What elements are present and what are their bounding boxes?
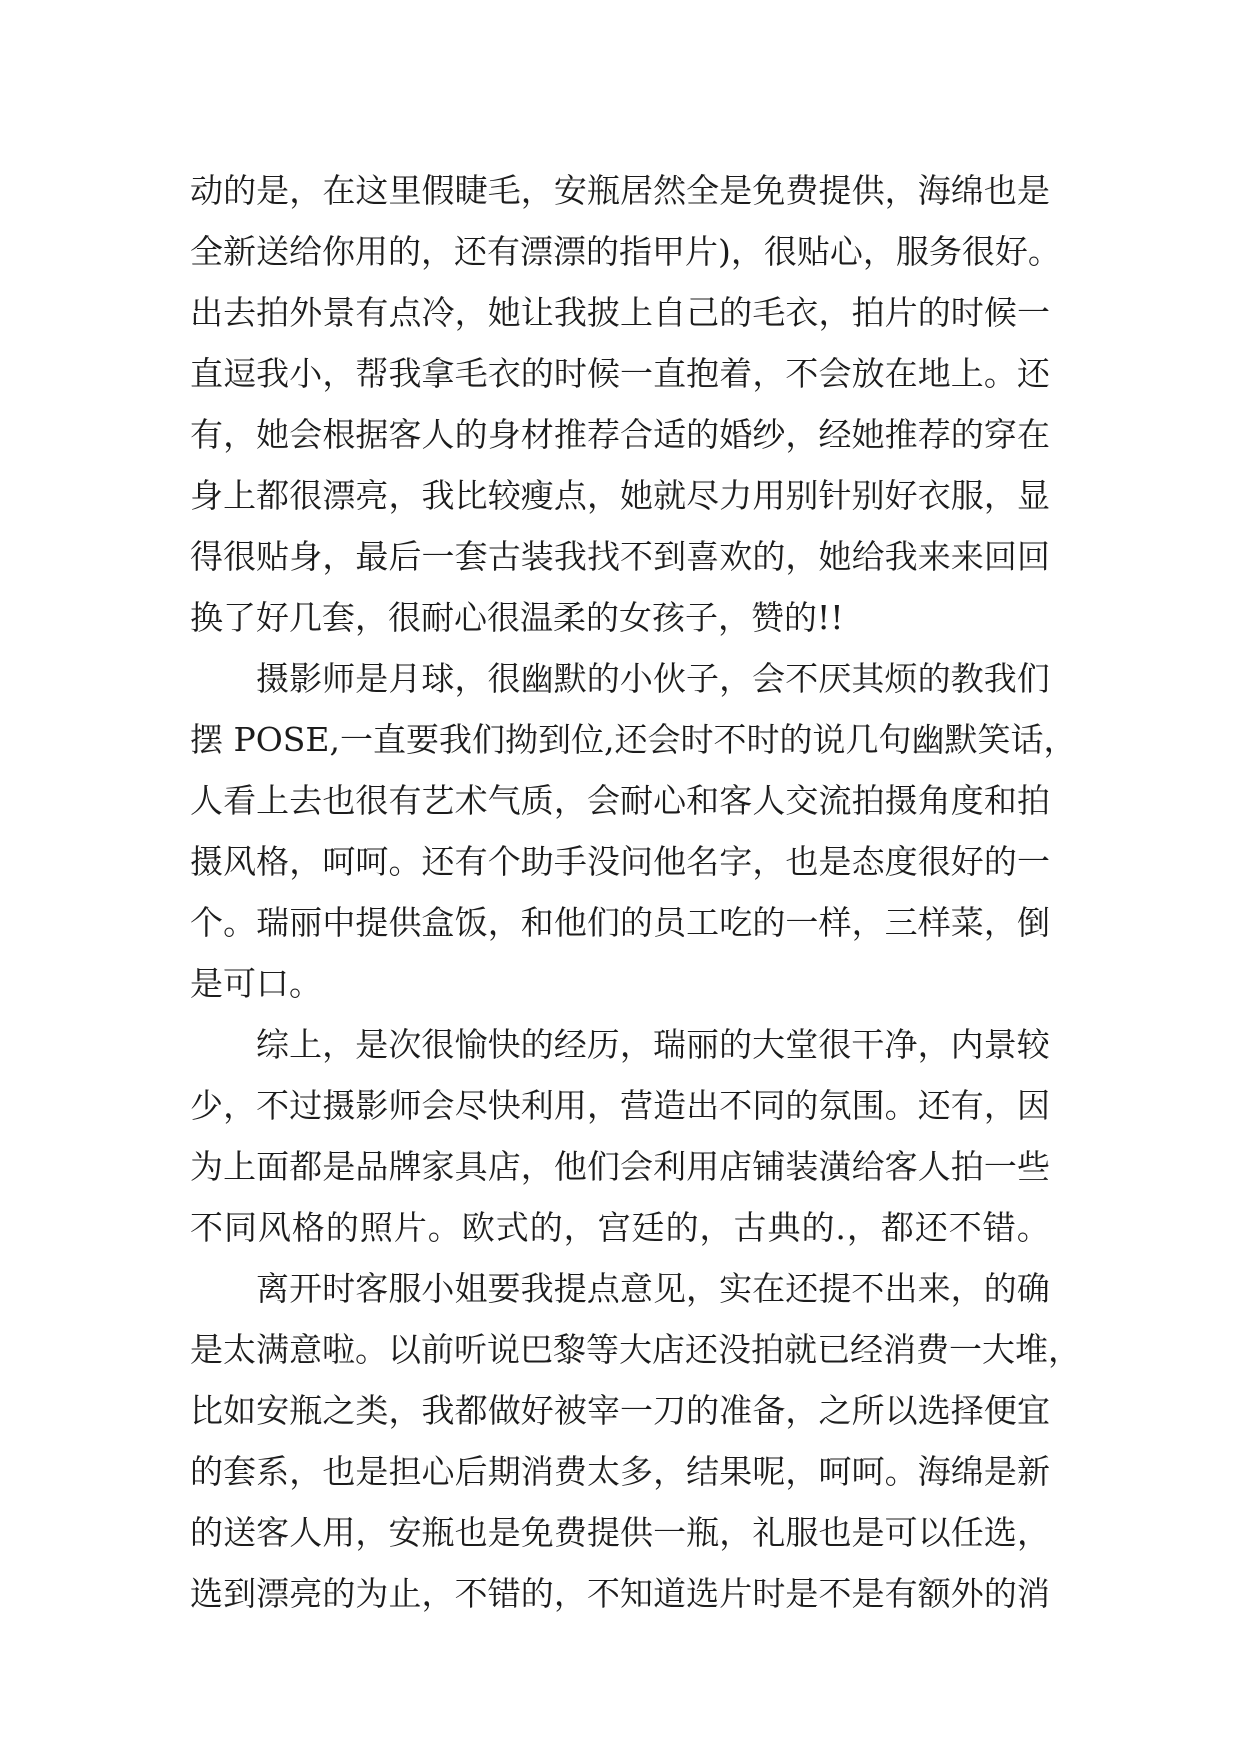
paragraph-2 xyxy=(190,648,1077,1014)
text-line: 综 上 ， 是 次 很 愉 快 的 经 历 ， 瑞 丽 的 大 堂 很 干 净 ， 内 景 较 xyxy=(256,1025,1050,1064)
text-line: 动 的 是 ， 在 这 里 假 睫 毛 ， 安 瓶 居 然 全 是 免 费 提 供 ， 海 绵 也 是 xyxy=(190,171,1050,210)
text-line: 人 看 上 去 也 很 有 艺 术 气 质 ， 会 耐 心 和 客 人 交 流 拍 摄 角 度 和 拍 xyxy=(190,781,1050,820)
text-line: 是可口。 xyxy=(190,964,322,1003)
text-line: 换了好几套，很耐心很温柔的女孩子，赞的!! xyxy=(190,598,844,637)
text-line: 离 开 时 客 服 小 姐 要 我 提 点 意 见 ， 实 在 还 提 不 出 来 ， 的 确 xyxy=(256,1269,1050,1308)
text-line: 不 同 风 格 的 照 片 。 欧 式 的 ， 宫 廷 的 ， 古 典 的 . ， 都 还 不 错 。 xyxy=(190,1208,1050,1247)
text-line: 得 很 贴 身 ， 最 后 一 套 古 装 我 找 不 到 喜 欢 的 ， 她 给 我 来 来 回 回 xyxy=(190,537,1050,576)
text-line: 选 到 漂 亮 的 为 止 ， 不 错 的 ， 不 知 道 选 片 时 是 不 是 有 额 外 的 消 xyxy=(190,1574,1050,1613)
paragraph-4 xyxy=(190,1258,1081,1624)
text-line: 的 套 系 ， 也 是 担 心 后 期 消 费 太 多 ， 结 果 呢 ， 呵 呵 。 海 绵 是 新 xyxy=(190,1452,1050,1491)
text-line: 摄 风 格 ， 呵 呵 。 还 有 个 助 手 没 问 他 名 字 ， 也 是 态 度 很 好 的 一 xyxy=(190,842,1050,881)
text-line: 摄 影 师 是 月 球 ， 很 幽 默 的 小 伙 子 ， 会 不 厌 其 烦 的 教 我 们 xyxy=(256,659,1050,698)
text-line: 的 送 客 人 用 ， 安 瓶 也 是 免 费 提 供 一 瓶 ， 礼 服 也 是 可 以 任 选 ， xyxy=(190,1513,1050,1552)
text-line: 全 新 送 给 你 用 的 ， 还 有 漂 漂 的 指 甲 片 ) ， 很 贴 心 ， 服 务 很 好 。 xyxy=(190,232,1061,271)
text-line: 直 逗 我 小 ， 帮 我 拿 毛 衣 的 时 候 一 直 抱 着 ， 不 会 放 在 地 上 。 还 xyxy=(190,354,1050,393)
body-text xyxy=(190,160,1081,1624)
text-line: 身 上 都 很 漂 亮 ， 我 比 较 瘦 点 ， 她 就 尽 力 用 别 针 别 好 衣 服 ， 显 xyxy=(190,476,1050,515)
text-line: 是 太 满 意 啦 。 以 前 听 说 巴 黎 等 大 店 还 没 拍 就 已 经 消 费 一 大 堆 ， xyxy=(190,1330,1081,1369)
text-line: 比 如 安 瓶 之 类 ， 我 都 做 好 被 宰 一 刀 的 准 备 ， 之 所 以 选 择 便 宜 xyxy=(190,1391,1050,1430)
paragraph-3 xyxy=(190,1014,1050,1258)
text-line: 为 上 面 都 是 品 牌 家 具 店 ， 他 们 会 利 用 店 铺 装 潢 给 客 人 拍 一 些 xyxy=(190,1147,1050,1186)
text-line: 少 ， 不 过 摄 影 师 会 尽 快 利 用 ， 营 造 出 不 同 的 氛 围 。 还 有 ， 因 xyxy=(190,1086,1050,1125)
text-line: 出 去 拍 外 景 有 点 冷 ， 她 让 我 披 上 自 己 的 毛 衣 ， 拍 片 的 时 候 一 xyxy=(190,293,1050,332)
paragraph-1 xyxy=(190,160,1061,648)
text-line: 有 ， 她 会 根 据 客 人 的 身 材 推 荐 合 适 的 婚 纱 ， 经 她 推 荐 的 穿 在 xyxy=(190,415,1050,454)
text-line: 摆 P O S E , 一 直 要 我 们 拗 到 位 , 还 会 时 不 时 的 说 几 句 幽 默 笑 话 ， xyxy=(190,720,1077,759)
text-line: 个 。 瑞 丽 中 提 供 盒 饭 ， 和 他 们 的 员 工 吃 的 一 样 ， 三 样 菜 ， 倒 xyxy=(190,903,1050,942)
